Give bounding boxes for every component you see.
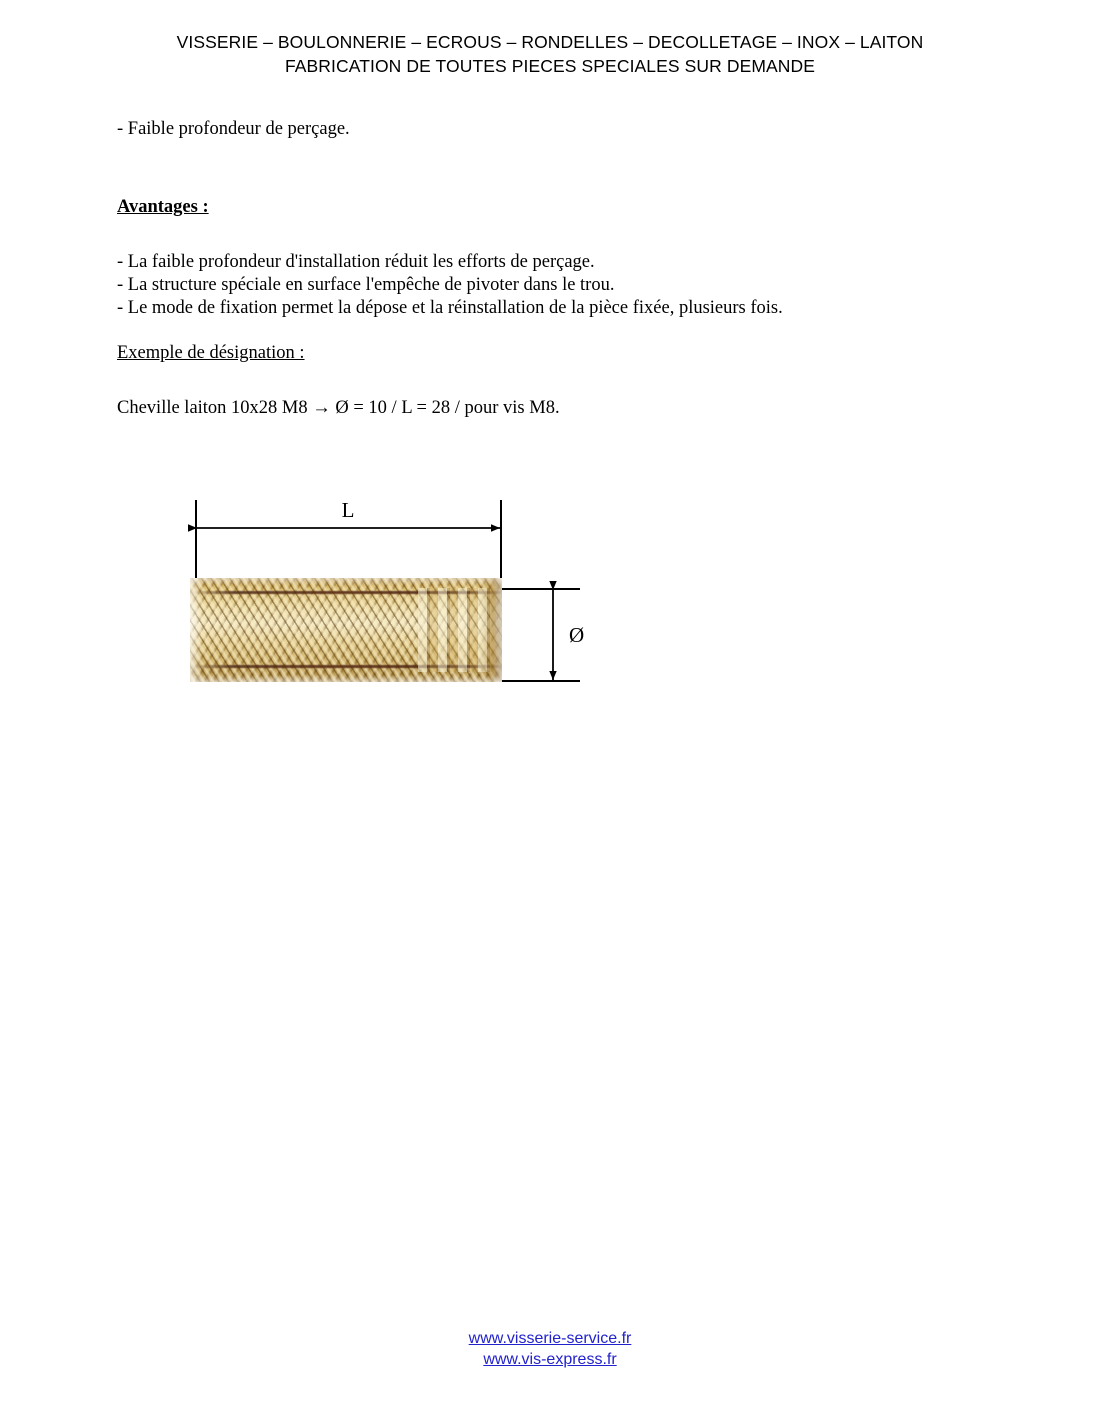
header-line-1: VISSERIE – BOULONNERIE – ECROUS – RONDELLES – DECOLLETAGE – INOX – LAITON [176, 32, 924, 52]
technical-drawing [170, 480, 630, 710]
length-dimension-label: L [341, 498, 355, 522]
document-header [0, 30, 1100, 78]
spacer [117, 141, 977, 197]
document-body [117, 118, 977, 420]
list-item: - La structure spéciale en surface l'empêche de pivoter dans le trou. [117, 275, 615, 295]
brass-insert-photo [190, 578, 502, 682]
page-footer [0, 1328, 1100, 1370]
intro-bullet: - Faible profondeur de perçage. [117, 119, 350, 139]
list-item: - Le mode de fixation permet la dépose et la réinstallation de la pièce fixée, plusieurs fois. [117, 298, 783, 318]
designation-example: Cheville laiton 10x28 M8 → Ø = 10 / L = 28 / pour vis M8. [117, 398, 560, 418]
diameter-dimension-label: Ø [569, 623, 585, 647]
header-line-2: FABRICATION DE TOUTES PIECES SPECIALES SUR DEMANDE [284, 56, 816, 76]
list-item: - La faible profondeur d'installation réduit les efforts de perçage. [117, 252, 595, 272]
spacer [117, 320, 977, 343]
advantages-list [117, 251, 977, 320]
spacer [117, 364, 977, 397]
insert-end-cap [480, 578, 502, 682]
spacer [117, 218, 977, 251]
designation-heading: Exemple de désignation : [117, 343, 305, 363]
footer-link-visserie-service[interactable]: www.visserie-service.fr [468, 1330, 632, 1347]
footer-link-vis-express[interactable]: www.vis-express.fr [483, 1351, 617, 1368]
advantages-heading: Avantages : [117, 197, 209, 217]
